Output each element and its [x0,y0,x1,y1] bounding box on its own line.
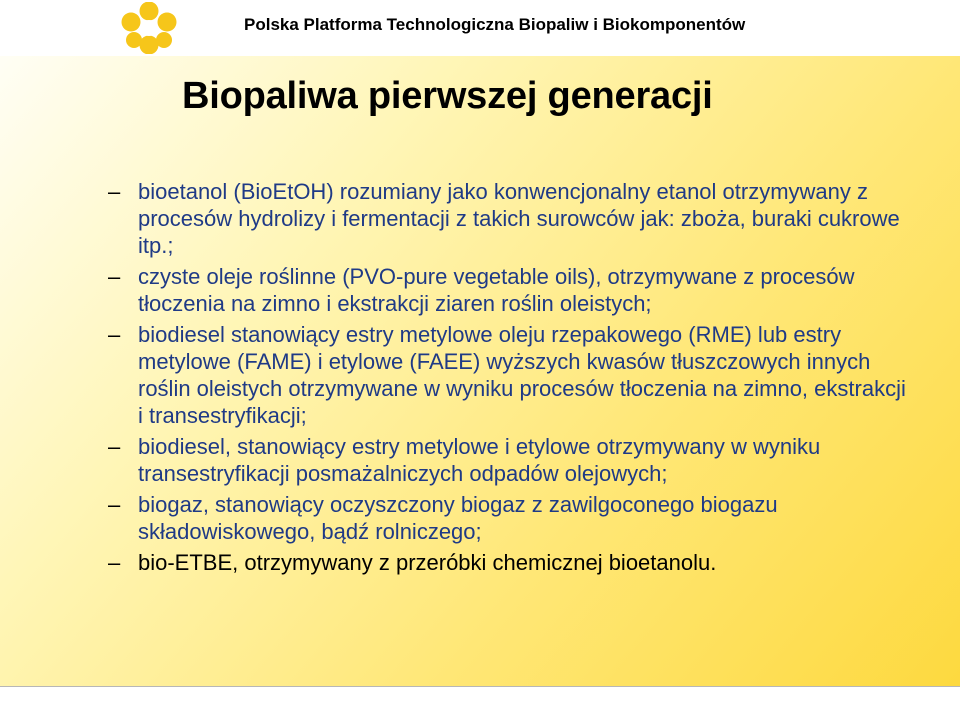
bullet-biodiesel-rme [108,321,908,429]
bullet-vegetable-oils [108,263,908,317]
bullet-dash: – [108,434,121,459]
bullet-dash: – [108,264,121,289]
bullet-text: czyste oleje roślinne (PVO-pure vegetable oils), otrzymywane z procesów tłoczenia na zimno i ekstrakcji ziaren roślin oleistych; [138,264,855,316]
flower-logo-icon [118,2,180,54]
bullet-text: biodiesel stanowiący estry metylowe oleju rzepakowego (RME) lub estry metylowe (FAME) i etylowe (FAEE) wyższych kwasów tłuszczowych innych roślin oleistych otrzymywane w wyniku procesów tłoczenia na zimno, ekstrakcji i transestryfikacji; [138,322,906,428]
bullet-text: bio-ETBE, otrzymywany z przeróbki chemicznej bioetanolu. [138,550,717,575]
bullet-dash: – [108,322,121,347]
bullet-text: biodiesel, stanowiący estry metylowe i etylowe otrzymywany w wyniku transestryfikacji posmażalniczych odpadów olejowych; [138,434,821,486]
bullet-list [108,178,908,580]
bullet-dash: – [108,179,121,204]
bullet-text: bioetanol (BioEtOH) rozumiany jako konwencjonalny etanol otrzymywany z procesów hydrolizy i fermentacji z takich surowców jak: zboża, buraki cukrowe itp.; [138,179,900,258]
bullet-bioethanol [108,178,908,259]
bottom-divider [0,686,960,687]
header-bar [0,0,960,56]
slide-title: Biopaliwa pierwszej generacji [182,75,713,117]
bullet-dash: – [108,492,121,517]
bullet-text: biogaz, stanowiący oczyszczony biogaz z zawilgoconego biogazu składowiskowego, bądź rolniczego; [138,492,778,544]
bullet-biodiesel-waste [108,433,908,487]
bullet-biogas [108,491,908,545]
bullet-dash: – [108,550,121,575]
organization-name: Polska Platforma Technologiczna Biopaliw i Biokomponentów [244,15,746,34]
bullet-bio-etbe [108,549,908,576]
